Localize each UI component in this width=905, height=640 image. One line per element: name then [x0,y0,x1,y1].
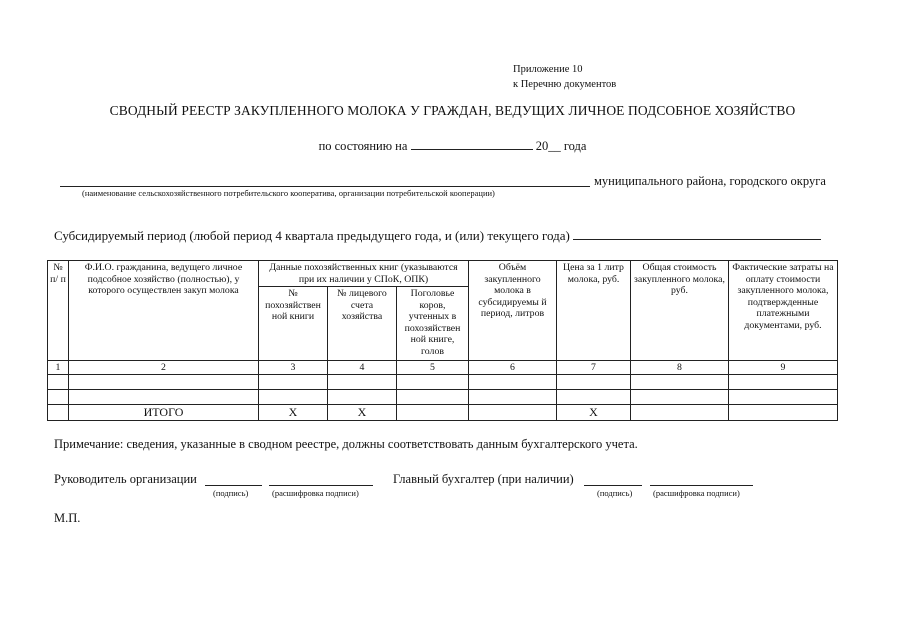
head-signature-blank[interactable] [205,472,262,486]
year-prefix: 20__ [535,139,561,153]
header-book-number: № похозяйствен ной книги [259,287,328,361]
accountant-decoding-blank[interactable] [650,472,753,486]
organization-hint: (наименование сельскохозяйственного потребительского кооператива, организации потребительской кооперации) [82,188,495,198]
header-milk-volume: Объём закупленного молока в субсидируемы й период, литров [469,261,557,361]
accountant-signature-blank[interactable] [584,472,642,486]
head-decoding-hint: (расшифровка подписи) [272,488,359,498]
register-table [47,260,838,421]
total-account-mark: Х [328,405,397,421]
header-total-cost: Общая стоимость закупленного молока, руб. [631,261,729,361]
table-row[interactable] [48,390,838,405]
head-signature-hint: (подпись) [213,488,249,498]
header-row-1 [48,261,838,287]
header-actual-costs: Фактические затраты на оплату стоимости закупленного молока, подтвержденные платежными документами, руб. [729,261,838,361]
note-text: Примечание: сведения, указанные в сводном реестре, должны соответствовать данным бухгалтерского учета. [54,437,638,451]
total-label: ИТОГО [69,405,259,421]
appendix-line-2: к Перечню документов [513,79,617,90]
header-account-number: № лицевого счета хозяйства [328,287,397,361]
col-number: 9 [729,361,838,375]
col-number: 8 [631,361,729,375]
appendix-line-1: Приложение 10 [513,64,583,75]
col-number: 6 [469,361,557,375]
as-of-prefix: по состоянию на [318,139,408,153]
col-number: 7 [557,361,631,375]
document-title: СВОДНЫЙ РЕЕСТР ЗАКУПЛЕННОГО МОЛОКА У ГРАЖДАН, ВЕДУЩИХ ЛИЧНОЕ ПОДСОБНОЕ ХОЗЯЙСТВО [109,103,796,118]
total-price-mark: Х [557,405,631,421]
as-of-suffix: года [563,139,587,153]
accountant-signature-label: Главный бухгалтер (при наличии) [393,472,574,486]
header-household-books: Данные похозяйственных книг (указываются при их наличии у СПоК, ОПК) [259,261,469,287]
col-number: 3 [259,361,328,375]
period-blank[interactable] [573,228,821,240]
date-blank[interactable] [411,138,533,150]
header-citizen-name: Ф.И.О. гражданина, ведущего личное подсобное хозяйство (полностью), у которого осуществлен закуп молока [69,261,259,361]
organization-tail: муниципального района, городского округа [594,174,826,188]
appendix-note [513,62,616,92]
period-label: Субсидируемый период (любой период 4 квартала предыдущего года, и (или) текущего года) [54,228,570,243]
as-of-date-line [0,138,905,154]
head-signature-label: Руководитель организации [54,472,197,486]
col-number: 5 [397,361,469,375]
total-book-mark: Х [259,405,328,421]
head-decoding-blank[interactable] [269,472,373,486]
header-price-per-liter: Цена за 1 литр молока, руб. [557,261,631,361]
accountant-signature-hint: (подпись) [597,488,633,498]
stamp-place: М.П. [54,511,81,525]
subsidized-period-line [54,228,821,244]
table-row[interactable] [48,375,838,390]
accountant-decoding-hint: (расшифровка подписи) [653,488,740,498]
total-row [48,405,838,421]
organization-name-blank[interactable] [60,186,590,187]
header-cow-count: Поголовье коров, учтенных в похозяйствен ной книге, голов [397,287,469,361]
col-number: 4 [328,361,397,375]
column-number-row [48,361,838,375]
header-number: № п/ п [48,261,69,361]
col-number: 2 [69,361,259,375]
col-number: 1 [48,361,69,375]
